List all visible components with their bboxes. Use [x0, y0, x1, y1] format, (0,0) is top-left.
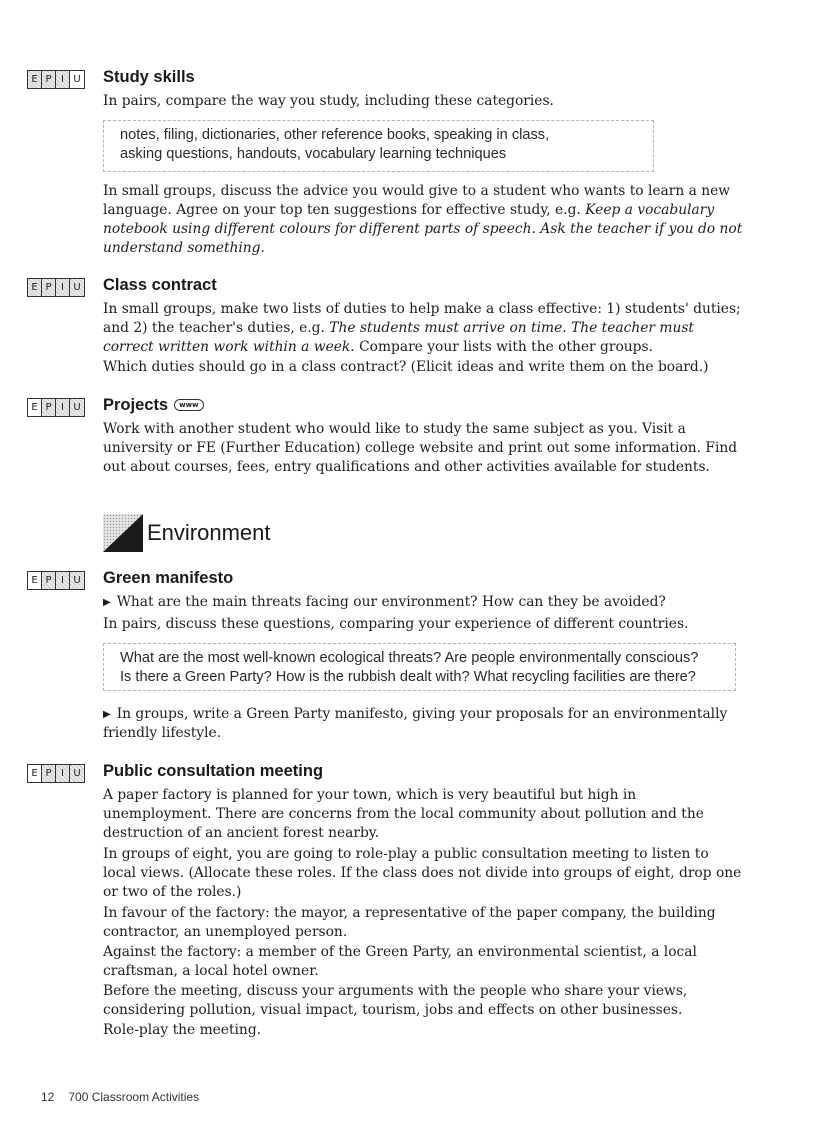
level-i: I [56, 572, 70, 589]
section-paragraph: In favour of the factory: the mayor, a representative of the paper company, the building contractor, an unemployed person. [103, 905, 716, 940]
section-title: Public consultation meeting [103, 762, 324, 780]
box-line: asking questions, handouts, vocabulary learning techniques [120, 146, 507, 162]
level-u: U [70, 572, 84, 589]
level-i: I [56, 71, 70, 88]
level-p: P [42, 765, 56, 782]
level-p: P [42, 572, 56, 589]
section-paragraph: Work with another student who would like to study the same subject as you. Visit a university or FE (Further Education) college website and print out some information. Find out about courses, fees, entry qualifications and other activities available for students. [103, 421, 738, 475]
section-intro: In pairs, discuss these questions, comparing your experience of different countries. [103, 616, 689, 632]
level-p: P [42, 399, 56, 416]
box-line: notes, filing, dictionaries, other reference books, speaking in class, [120, 127, 550, 143]
level-p: P [42, 279, 56, 296]
level-u: U [73, 74, 81, 85]
questions-box [103, 643, 736, 691]
paragraph-text-end: Compare your lists with the other groups. [359, 339, 653, 355]
section-paragraph: Before the meeting, discuss your arguments with the people who share your views, considering pollution, visual impact, tourism, jobs and effects on other businesses. [103, 983, 688, 1018]
page-number: 12 [41, 1090, 55, 1104]
environment-chapter-icon [103, 514, 143, 552]
section-title-text: Projects [103, 396, 169, 414]
level-u: U [70, 765, 84, 782]
page-footer [41, 1090, 199, 1104]
arrow-icon: ▶ [103, 709, 111, 720]
section-intro: In pairs, compare the way you study, including these categories. [103, 93, 554, 109]
level-e: E [28, 279, 42, 296]
level-indicator [27, 70, 85, 89]
categories-box [103, 120, 654, 172]
level-indicator [27, 278, 85, 297]
section-paragraph: Role-play the meeting. [103, 1022, 262, 1038]
www-icon: www [174, 399, 203, 411]
section-title [103, 396, 204, 415]
level-u: U [70, 279, 84, 296]
question-text: What are the main threats facing our environment? How can they be avoided? [116, 594, 666, 610]
question-item [103, 593, 743, 612]
arrow-icon: ▶ [103, 597, 111, 608]
paragraph-text: In small groups, make two lists of duties to help make a class effective: 1) students' duties; and 2) the teacher's duties, e.g. [103, 301, 741, 336]
section-title: Green manifesto [103, 569, 234, 587]
section-paragraph: A paper factory is planned for your town, which is very beautiful but high in unemployment. There are concerns from the local community about pollution and the destruction of an ancient forest nearby. [103, 787, 704, 841]
level-i: I [56, 279, 70, 296]
book-title: 700 Classroom Activities [68, 1090, 200, 1104]
section-title: Study skills [103, 68, 195, 86]
level-indicator [27, 398, 85, 417]
level-i: I [56, 765, 70, 782]
section-paragraph [103, 182, 743, 258]
level-e: E [28, 765, 42, 782]
chapter-title: Environment [147, 520, 271, 545]
paragraph-example: Keep a vocabulary notebook using different colours for different parts of speech. Ask the teacher if you do not understand something. [103, 202, 743, 256]
level-e: E [28, 71, 42, 88]
level-p: P [42, 71, 56, 88]
paragraph-text: In small groups, discuss the advice you would give to a student who wants to learn a new language. Agree on your top ten suggestions for effective study, e.g. [103, 183, 731, 218]
section-paragraph: In groups of eight, you are going to role-play a public consultation meeting to listen to local views. (Allocate these roles. If the class does not divide into groups of eight, drop one or two of the roles.) [103, 846, 742, 900]
box-line: What are the most well-known ecological threats? Are people environmentally conscious? [120, 650, 699, 666]
level-u: U [70, 399, 84, 416]
section-paragraph [103, 300, 743, 357]
question-text: In groups, write a Green Party manifesto, giving your proposals for an environmentally friendly lifestyle. [103, 706, 728, 741]
level-i: I [56, 399, 70, 416]
section-paragraph: Against the factory: a member of the Green Party, an environmental scientist, a local craftsman, a local hotel owner. [103, 944, 697, 979]
level-e: E [28, 572, 42, 589]
level-indicator [27, 764, 85, 783]
paragraph-example: The students must arrive on time. The teacher must correct written work within a week. [103, 320, 694, 355]
box-line: Is there a Green Party? How is the rubbish dealt with? What recycling facilities are there? [120, 669, 696, 685]
section-paragraph: Which duties should go in a class contract? (Elicit ideas and write them on the board.) [103, 359, 709, 375]
level-indicator [27, 571, 85, 590]
level-e: E [28, 399, 42, 416]
section-title: Class contract [103, 276, 217, 294]
question-item [103, 705, 743, 743]
